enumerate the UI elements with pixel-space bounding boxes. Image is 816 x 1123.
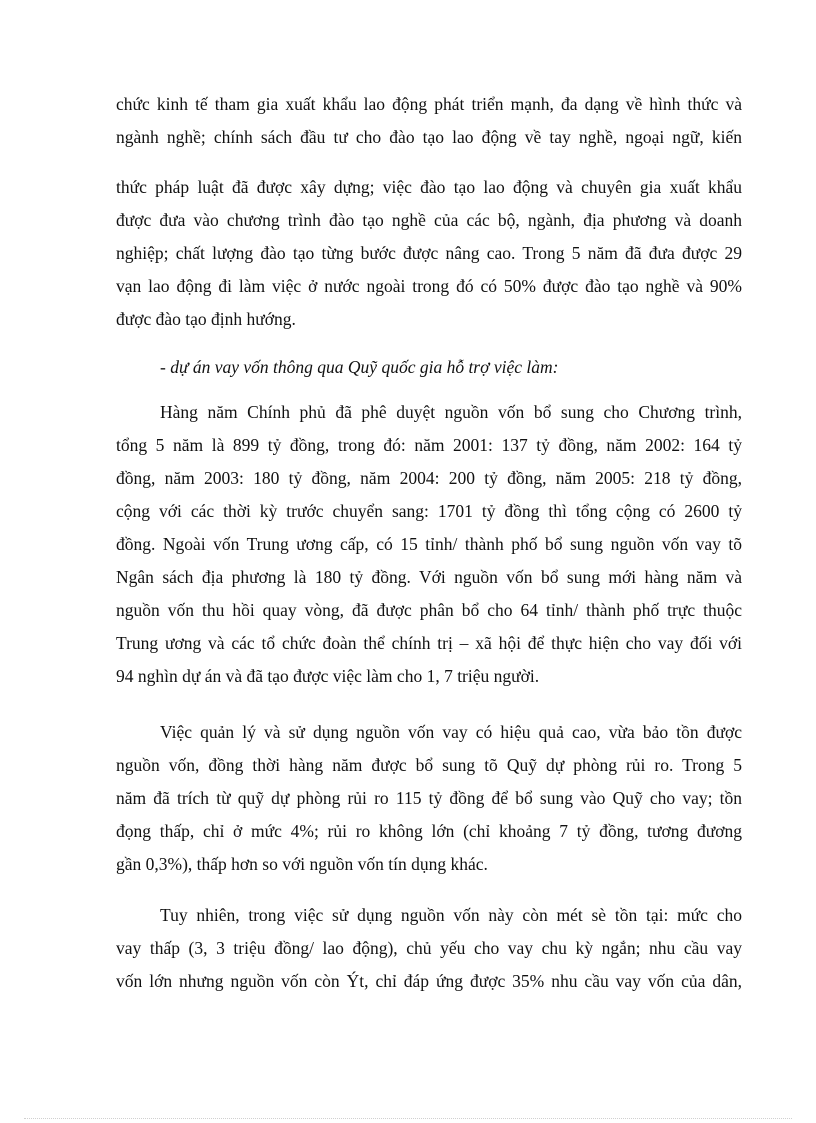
section-heading: - dự án vay vốn thông qua Quỹ quốc gia hỗ trợ việc làm: [160, 357, 559, 377]
text-line: ngành nghề; chính sách đầu tư cho đào tạo lao động về tay nghề, ngoại ngữ, kiến [116, 127, 742, 147]
text-line: gần 0,3%), thấp hơn so với nguồn vốn tín dụng khác. [116, 854, 488, 874]
paragraph-3 [116, 396, 742, 693]
paragraph-2 [116, 171, 742, 336]
text-line: nguồn vốn, đồng thời hàng năm được bổ sung tõ Quỹ dự phòng rủi ro. Trong 5 [116, 755, 742, 775]
text-line: Trung ương và các tổ chức đoàn thể chính trị – xã hội để thực hiện cho vay đối với [116, 633, 742, 653]
text-line: Ngân sách địa phương là 180 tỷ đồng. Với nguồn vốn bổ sung mới hàng năm và [116, 567, 742, 587]
footer-divider [24, 1118, 792, 1119]
text-line: được đào tạo định hướng. [116, 309, 296, 329]
text-line: vay thấp (3, 3 triệu đồng/ lao động), chủ yếu cho vay chu kỳ ngắn; nhu cầu vay [116, 938, 742, 958]
text-line: vạn lao động đi làm việc ở nước ngoài trong đó có 50% được đào tạo nghề và 90% [116, 276, 742, 296]
text-line: đọng thấp, chỉ ở mức 4%; rủi ro không lớn (chỉ khoảng 7 tỷ đồng, tương đương [116, 821, 742, 841]
paragraph-1 [116, 88, 742, 154]
text-line: nguồn vốn thu hồi quay vòng, đã được phân bổ cho 64 tỉnh/ thành phố trực thuộc [116, 600, 742, 620]
text-line: nghiệp; chất lượng đào tạo từng bước được nâng cao. Trong 5 năm đã đưa được 29 [116, 243, 742, 263]
text-line: Tuy nhiên, trong việc sử dụng nguồn vốn này còn mét sè tồn tại: mức cho [160, 905, 742, 925]
paragraph-4 [116, 716, 742, 881]
paragraph-5 [116, 899, 742, 998]
text-line: được đưa vào chương trình đào tạo nghề của các bộ, ngành, địa phương và doanh [116, 210, 742, 230]
text-line: 94 nghìn dự án và đã tạo được việc làm cho 1, 7 triệu người. [116, 666, 540, 686]
text-line: đồng, năm 2003: 180 tỷ đồng, năm 2004: 200 tỷ đồng, năm 2005: 218 tỷ đồng, [116, 468, 742, 488]
text-line: đồng. Ngoài vốn Trung ương cấp, có 15 tỉnh/ thành phố bổ sung nguồn vốn vay tõ [116, 534, 742, 554]
text-line: vốn lớn nhưng nguồn vốn còn Ýt, chỉ đáp ứng được 35% nhu cầu vay vốn của dân, [116, 971, 742, 991]
text-line: cộng với các thời kỳ trước chuyển sang: 1701 tỷ đồng thì tổng cộng có 2600 tỷ [116, 501, 742, 521]
text-line: tổng 5 năm là 899 tỷ đồng, trong đó: năm 2001: 137 tỷ đồng, năm 2002: 164 tỷ [116, 435, 742, 455]
text-line: năm đã trích từ quỹ dự phòng rủi ro 115 tỷ đồng để bổ sung vào Quỹ cho vay; tồn [116, 788, 742, 808]
text-line: Việc quản lý và sử dụng nguồn vốn vay có hiệu quả cao, vừa bảo tồn được [160, 722, 742, 742]
text-line: chức kinh tế tham gia xuất khẩu lao động phát triển mạnh, đa dạng về hình thức và [116, 94, 742, 114]
text-line: thức pháp luật đã được xây dựng; việc đào tạo lao động và chuyên gia xuất khẩu [116, 177, 742, 197]
text-line: Hàng năm Chính phủ đã phê duyệt nguồn vốn bổ sung cho Chương trình, [160, 402, 742, 422]
